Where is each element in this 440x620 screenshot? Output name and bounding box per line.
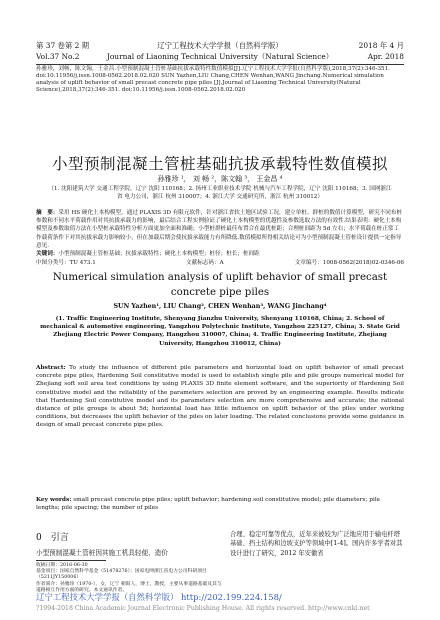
journal-header [36,40,404,66]
keywords-cn-text: 小型预制混凝土管桩基础；抗拔承载特性；硬化土本构模型；桩径；桩长；桩间距 [58,251,260,258]
authors-cn: 孙雅珍 ¹， 刘 畅 ²，陈文翰 ³， 王金昌 ⁴ [157,175,283,183]
header-rule [36,64,404,65]
keywords-en-label: Key words: [36,497,72,503]
citation-block: 孙雅珍，刘畅，陈文翰，王金昌.小型预制混凝土管桩基础抗拔承载特性数值模拟[J].辽宁工程技术大学学报(自然科学版),2018,37(2):346-351. doi:10.11956/j.issn.1008-0562.2018.02.020 SUN Yazhen,LIU Chang,CHEN Wenhan,WANG Jinchang.Numerical simulation analysis of uplift behavior of small precast concrete pipe piles [J].Journal of Liaoning Technical University(Natural Science),2018,37(2):346-351. doi:10.11956/j.issn.1008-0562.2018.02.020 [36,66,390,93]
journal-name-cn: 辽宁工程技术大学学报（自然科学版） [157,41,283,50]
footnote-fund: 基金项目：国家自然科学基金（51478276）；国家电网浙江省电力公司科研项目（5211JY150006） [36,569,207,581]
keywords-cn-label: 关键词： [36,251,59,258]
abstract-cn-text: 采用 HS 硬化土本构模型，通过 PLAXIS 3D 有限元软件，针对浙江省软土地区试验工况，建立单桩、群桩的数值计算模型，研究不同布桩参数和不同水平荷载作用对其抗拔承载力的影响，最后结合工程实例验证了硬化土本构模型的优越性及参数选取方法的有效性.结果表明：硬化土本构模型及参数取值方法在小型桩承载特性分析方面更加全面和准确；小型桩群桩最佳布置合在最优桩距；合理桩间距为 5d 左右；水平荷载在桩正常工作载荷条件下对其抗拔承载力影响较小，但在加载后期会使抗拔承载能力有所降低.数值模拟所得相关结论可为小型预制混凝土管桩设计提供一定指导意见. [36,210,403,249]
abstract-cn [36,209,404,258]
keywords-cn [36,250,404,258]
journal-watermark: 辽宁工程技术大学学报（自然科学版） http://202.199.224.158/ [36,592,282,602]
footnote-bio: 作者简介：孙雅珍（1970-），女，辽宁 朝阳人，博士，教授，主要从事道路基础及其与道路相互作用方面的研究。本文通讯作者。 [36,581,222,593]
clc-number: 中图分类号：TU 473.1 [36,260,96,266]
issue-date-cn: 2018 年 4 月 [358,41,404,50]
section-heading-introduction: 0 引言 [36,533,69,543]
volume-en: Vol.37 No.2 [36,52,80,61]
title-en: Numerical simulation analysis of uplift behavior of small precast concrete pipe piles [52,272,388,298]
journal-name-en: Journal of Liaoning Technical University（Natural Science） [106,52,334,61]
intro-left-column: 小型预制混凝土管桩因其施工机具轻便、造价 [36,549,168,557]
volume-cn: 第 37 卷第 2 期 [36,41,90,50]
document-code: 文献标志码：A [186,260,224,266]
keywords-en-text: small precast concrete pipe piles; uplift behavior; hardening soil constitutive model; pile diameters; pile lengths; pile spacing; the number of piles [36,497,381,512]
classification-row [36,258,404,266]
abstract-cn-label: 摘 要： [36,210,59,216]
keywords-en [36,496,404,512]
intro-right-column: 合理、稳定可靠等优点，近年来被较为广泛地应用于输电杆塔基础、挡土结构和边坡支护等领域中[1-4]。国内许多学者对其设计进行了研究，2012 年安徽省 [230,531,403,557]
affiliations-cn: （1. 沈阳建筑大学 交通工程学院，辽宁 沈阳 110168；2. 扬州工业职业技术学院 机械与汽车工程学院，辽宁 沈阳 110168；3. 国网浙江省 电力公司，浙江 杭州 310007；4. 浙江大学 交通研究所，浙江 杭州 310012） [48,186,392,200]
copyright-line: ?1994-2018 China Academic Journal Electronic Publishing House. All rights reserved. http://www.cnki.net [36,605,370,612]
abstract-en-text: To study the influence of different pile parameters and horizontal load on uplift behavior of small precast concrete pipe piles, Hardening Soil constitutive model is used to establish single pile and pile groups numerical model for Zhejiang soft soil area test conditions by using PLAXIS 3D finite element software, and the superiority of Hardening Soil constitutive model and the reliability of the parameters selection are proved by an engineering example. Results indicate that Hardening Soil constitutive model and its parameters selection are more comprehensive and accurate; the rational distance of pile groups is about 5d; horizontal load has little influence on uplift behavior of the piles under working conditions, but decreases the uplift behavior of the piles on later loading. The related conclusions provide some guidance in design of small precast concrete pipe piles. [36,365,404,429]
abstract-en-label: Abstract: [36,365,66,371]
title-cn: 小型预制混凝土管桩基础抗拔承载特性数值模拟 [51,155,388,173]
authors-en: SUN Yazhen¹, LIU Chang², CHEN Wenhan³, WANG Jinchang⁴ [113,303,327,310]
footnote [36,563,222,594]
issue-date-en: Apr. 2018 [367,52,404,61]
footnote-rule [36,560,106,561]
abstract-en [36,364,404,430]
affiliations-en: (1. Traffic Engineering Institute, Shenyang Jianzhu University, Shenyang 110168, China; 2. School of mechanical & automotive engineering, Yangzhou Polytechnic Institute, Yangzhou 225127, China; 3. State Grid Zhejiang Electric Power Company, Hangzhou 310007, China; 4. Traffic Engineering Institute, Zhejiang University, Hangzhou 310012, China) [40,316,400,347]
footnote-received: 收稿日期：2016-06-30 [36,563,88,568]
article-id: 文章编号：1008-0562(2018)02-0346-06 [294,260,404,266]
